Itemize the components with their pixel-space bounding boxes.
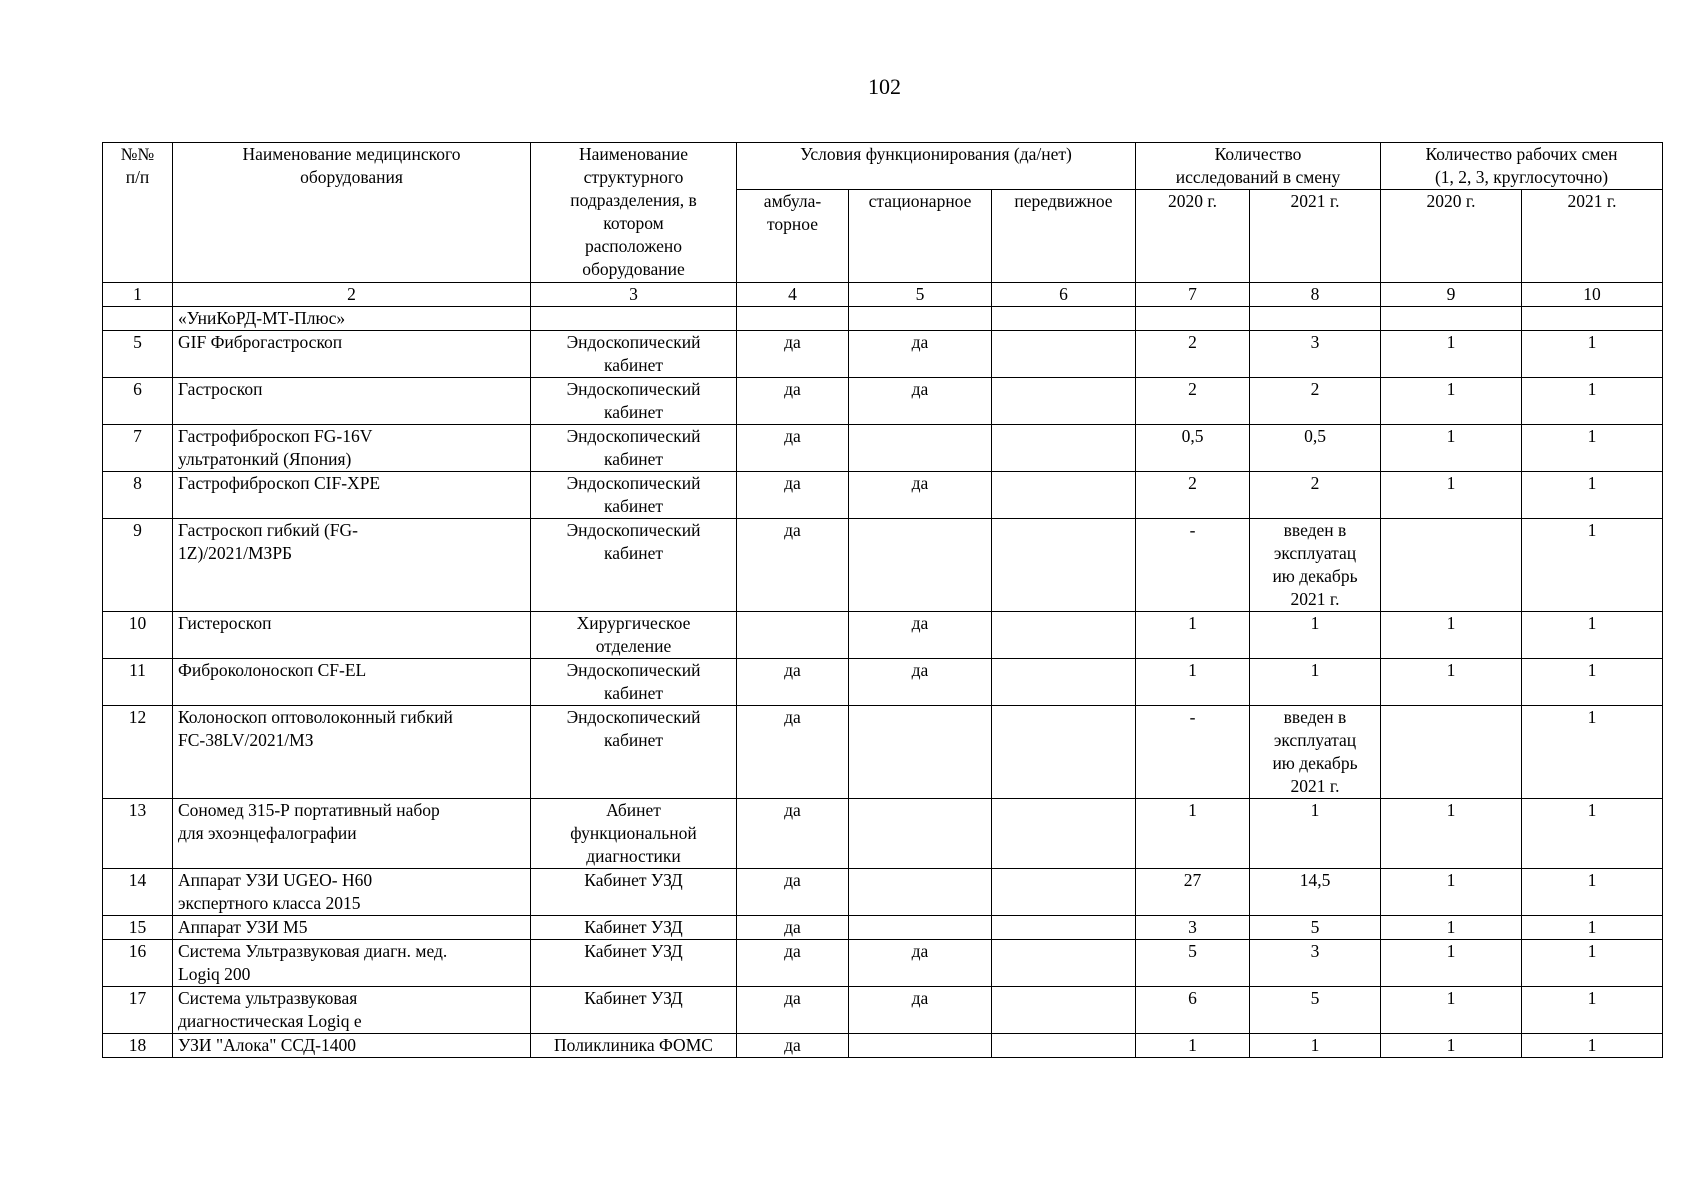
cond-ambulatory: да xyxy=(737,940,849,987)
cond-stationary xyxy=(849,799,992,869)
cond-stationary: да xyxy=(849,940,992,987)
column-number: 7 xyxy=(1136,283,1250,307)
column-number: 8 xyxy=(1250,283,1381,307)
header-cond-mob: передвижное xyxy=(992,190,1136,283)
column-number: 6 xyxy=(992,283,1136,307)
row-number: 14 xyxy=(103,869,173,916)
shifts-2020: 1 xyxy=(1381,869,1522,916)
header-cond-stat: стационарное xyxy=(849,190,992,283)
row-number: 5 xyxy=(103,331,173,378)
department: Эндоскопический кабинет xyxy=(531,472,737,519)
cond-mobile xyxy=(992,519,1136,612)
studies-2020: 2 xyxy=(1136,378,1250,425)
table-row xyxy=(103,425,1663,472)
studies-2021: 3 xyxy=(1250,331,1381,378)
shifts-2020 xyxy=(1381,307,1522,331)
shifts-2021: 1 xyxy=(1522,987,1663,1034)
header-conditions: Условия функционирования (да/нет) xyxy=(737,143,1136,190)
studies-2021: 5 xyxy=(1250,987,1381,1034)
cond-mobile xyxy=(992,307,1136,331)
column-number: 1 xyxy=(103,283,173,307)
department: Абинет функциональной диагностики xyxy=(531,799,737,869)
shifts-2020: 1 xyxy=(1381,612,1522,659)
column-number-row xyxy=(103,283,1663,307)
row-number: 8 xyxy=(103,472,173,519)
row-number: 6 xyxy=(103,378,173,425)
column-number: 5 xyxy=(849,283,992,307)
header-shifts-2020: 2020 г. xyxy=(1381,190,1522,283)
cond-mobile xyxy=(992,331,1136,378)
header-studies-2021: 2021 г. xyxy=(1250,190,1381,283)
studies-2021: 1 xyxy=(1250,799,1381,869)
shifts-2021: 1 xyxy=(1522,799,1663,869)
department: Кабинет УЗД xyxy=(531,987,737,1034)
equipment-name: Гистероскоп xyxy=(173,612,531,659)
row-number: 16 xyxy=(103,940,173,987)
studies-2021: введен в эксплуатац ию декабрь 2021 г. xyxy=(1250,519,1381,612)
shifts-2020 xyxy=(1381,519,1522,612)
department: Эндоскопический кабинет xyxy=(531,425,737,472)
cond-stationary: да xyxy=(849,612,992,659)
table-row xyxy=(103,706,1663,799)
cond-stationary: да xyxy=(849,331,992,378)
studies-2020: 1 xyxy=(1136,659,1250,706)
studies-2020: - xyxy=(1136,706,1250,799)
cond-mobile xyxy=(992,659,1136,706)
shifts-2020: 1 xyxy=(1381,425,1522,472)
department: Кабинет УЗД xyxy=(531,869,737,916)
cond-mobile xyxy=(992,940,1136,987)
cond-mobile xyxy=(992,1034,1136,1058)
shifts-2021: 1 xyxy=(1522,519,1663,612)
table-row xyxy=(103,472,1663,519)
department: Эндоскопический кабинет xyxy=(531,519,737,612)
department: Эндоскопический кабинет xyxy=(531,378,737,425)
cond-ambulatory: да xyxy=(737,331,849,378)
studies-2020: 2 xyxy=(1136,472,1250,519)
cond-ambulatory: да xyxy=(737,378,849,425)
table-header xyxy=(103,143,1663,283)
cond-mobile xyxy=(992,987,1136,1034)
shifts-2021: 1 xyxy=(1522,378,1663,425)
table-row xyxy=(103,940,1663,987)
cond-ambulatory: да xyxy=(737,1034,849,1058)
shifts-2021: 1 xyxy=(1522,659,1663,706)
shifts-2020: 1 xyxy=(1381,378,1522,425)
studies-2020: 1 xyxy=(1136,612,1250,659)
cond-stationary xyxy=(849,519,992,612)
column-number: 10 xyxy=(1522,283,1663,307)
studies-2021: 14,5 xyxy=(1250,869,1381,916)
table-body xyxy=(103,283,1663,1058)
cond-mobile xyxy=(992,799,1136,869)
header-num: №№ п/п xyxy=(103,143,173,283)
department xyxy=(531,307,737,331)
studies-2021: 1 xyxy=(1250,659,1381,706)
shifts-2021 xyxy=(1522,307,1663,331)
cond-ambulatory: да xyxy=(737,869,849,916)
shifts-2021: 1 xyxy=(1522,425,1663,472)
table-row xyxy=(103,799,1663,869)
cond-ambulatory: да xyxy=(737,706,849,799)
shifts-2021: 1 xyxy=(1522,1034,1663,1058)
equipment-name: Сономед 315-Р портативный набор для эхоэнцефалографии xyxy=(173,799,531,869)
department: Эндоскопический кабинет xyxy=(531,706,737,799)
table-row xyxy=(103,378,1663,425)
table-row xyxy=(103,869,1663,916)
shifts-2020 xyxy=(1381,706,1522,799)
shifts-2020: 1 xyxy=(1381,1034,1522,1058)
header-studies: Количество исследований в смену xyxy=(1136,143,1381,190)
studies-2020: 5 xyxy=(1136,940,1250,987)
header-department: Наименование структурного подразделения, в котором расположено оборудование xyxy=(531,143,737,283)
cond-ambulatory: да xyxy=(737,987,849,1034)
shifts-2020: 1 xyxy=(1381,472,1522,519)
department: Хирургическое отделение xyxy=(531,612,737,659)
equipment-name: «УниКоРД-МТ-Плюс» xyxy=(173,307,531,331)
equipment-name: Аппарат УЗИ UGEO- H60 экспертного класса 2015 xyxy=(173,869,531,916)
shifts-2020: 1 xyxy=(1381,940,1522,987)
shifts-2020: 1 xyxy=(1381,799,1522,869)
department: Эндоскопический кабинет xyxy=(531,331,737,378)
shifts-2021: 1 xyxy=(1522,612,1663,659)
shifts-2020: 1 xyxy=(1381,331,1522,378)
header-studies-2020: 2020 г. xyxy=(1136,190,1250,283)
cond-stationary xyxy=(849,706,992,799)
studies-2021: введен в эксплуатац ию декабрь 2021 г. xyxy=(1250,706,1381,799)
header-shifts-2021: 2021 г. xyxy=(1522,190,1663,283)
studies-2020: 0,5 xyxy=(1136,425,1250,472)
column-number: 3 xyxy=(531,283,737,307)
cond-stationary xyxy=(849,425,992,472)
equipment-name: Фиброколоноскоп CF-EL xyxy=(173,659,531,706)
studies-2021: 2 xyxy=(1250,378,1381,425)
studies-2021: 2 xyxy=(1250,472,1381,519)
column-number: 2 xyxy=(173,283,531,307)
equipment-table xyxy=(102,142,1663,1058)
row-number: 9 xyxy=(103,519,173,612)
table-row xyxy=(103,1034,1663,1058)
equipment-name: Система Ультразвуковая диагн. мед. Logiq 200 xyxy=(173,940,531,987)
equipment-name: Аппарат УЗИ М5 xyxy=(173,916,531,940)
cond-stationary xyxy=(849,869,992,916)
cond-stationary: да xyxy=(849,659,992,706)
cond-mobile xyxy=(992,472,1136,519)
cond-mobile xyxy=(992,869,1136,916)
cond-ambulatory: да xyxy=(737,799,849,869)
table-row xyxy=(103,519,1663,612)
cond-stationary: да xyxy=(849,472,992,519)
shifts-2021: 1 xyxy=(1522,331,1663,378)
studies-2021: 5 xyxy=(1250,916,1381,940)
cond-stationary: да xyxy=(849,378,992,425)
cond-ambulatory: да xyxy=(737,472,849,519)
studies-2020: 1 xyxy=(1136,1034,1250,1058)
shifts-2021: 1 xyxy=(1522,940,1663,987)
equipment-name: GIF Фиброгастроскоп xyxy=(173,331,531,378)
column-number: 4 xyxy=(737,283,849,307)
studies-2021: 0,5 xyxy=(1250,425,1381,472)
cond-ambulatory: да xyxy=(737,916,849,940)
studies-2020: - xyxy=(1136,519,1250,612)
cond-mobile xyxy=(992,916,1136,940)
cond-mobile xyxy=(992,378,1136,425)
department: Кабинет УЗД xyxy=(531,940,737,987)
studies-2021 xyxy=(1250,307,1381,331)
cond-mobile xyxy=(992,612,1136,659)
column-number: 9 xyxy=(1381,283,1522,307)
row-number: 10 xyxy=(103,612,173,659)
header-cond-amb: амбула- торное xyxy=(737,190,849,283)
cond-ambulatory xyxy=(737,612,849,659)
studies-2020: 27 xyxy=(1136,869,1250,916)
table-row xyxy=(103,987,1663,1034)
studies-2021: 1 xyxy=(1250,612,1381,659)
cond-ambulatory: да xyxy=(737,659,849,706)
department: Кабинет УЗД xyxy=(531,916,737,940)
studies-2021: 1 xyxy=(1250,1034,1381,1058)
header-shifts: Количество рабочих смен (1, 2, 3, круглосуточно) xyxy=(1381,143,1663,190)
table-row xyxy=(103,659,1663,706)
cond-stationary: да xyxy=(849,987,992,1034)
table-row xyxy=(103,331,1663,378)
department: Эндоскопический кабинет xyxy=(531,659,737,706)
studies-2020: 3 xyxy=(1136,916,1250,940)
shifts-2020: 1 xyxy=(1381,659,1522,706)
shifts-2021: 1 xyxy=(1522,472,1663,519)
row-number: 12 xyxy=(103,706,173,799)
shifts-2021: 1 xyxy=(1522,916,1663,940)
studies-2020: 1 xyxy=(1136,799,1250,869)
row-number: 17 xyxy=(103,987,173,1034)
table-row xyxy=(103,916,1663,940)
studies-2021: 3 xyxy=(1250,940,1381,987)
equipment-name: Гастрофиброскоп CIF-XPE xyxy=(173,472,531,519)
equipment-name: Гастроскоп гибкий (FG- 1Z)/2021/МЗРБ xyxy=(173,519,531,612)
shifts-2021: 1 xyxy=(1522,706,1663,799)
cond-mobile xyxy=(992,425,1136,472)
equipment-name: Гастрофиброскоп FG-16V ультратонкий (Япония) xyxy=(173,425,531,472)
shifts-2020: 1 xyxy=(1381,987,1522,1034)
cond-mobile xyxy=(992,706,1136,799)
equipment-name: УЗИ "Алока" ССД-1400 xyxy=(173,1034,531,1058)
table-row xyxy=(103,307,1663,331)
page-number: 102 xyxy=(868,74,901,99)
row-number: 13 xyxy=(103,799,173,869)
header-equipment: Наименование медицинского оборудования xyxy=(173,143,531,283)
table-row xyxy=(103,612,1663,659)
row-number: 18 xyxy=(103,1034,173,1058)
shifts-2021: 1 xyxy=(1522,869,1663,916)
cond-stationary xyxy=(849,1034,992,1058)
equipment-name: Колоноскоп оптоволоконный гибкий FC-38LV/2021/МЗ xyxy=(173,706,531,799)
row-number: 7 xyxy=(103,425,173,472)
row-number: 11 xyxy=(103,659,173,706)
cond-ambulatory xyxy=(737,307,849,331)
row-number xyxy=(103,307,173,331)
shifts-2020: 1 xyxy=(1381,916,1522,940)
cond-stationary xyxy=(849,916,992,940)
studies-2020: 6 xyxy=(1136,987,1250,1034)
cond-ambulatory: да xyxy=(737,425,849,472)
studies-2020 xyxy=(1136,307,1250,331)
equipment-name: Система ультразвуковая диагностическая Logiq e xyxy=(173,987,531,1034)
cond-stationary xyxy=(849,307,992,331)
studies-2020: 2 xyxy=(1136,331,1250,378)
department: Поликлиника ФОМС xyxy=(531,1034,737,1058)
row-number: 15 xyxy=(103,916,173,940)
cond-ambulatory: да xyxy=(737,519,849,612)
equipment-name: Гастроскоп xyxy=(173,378,531,425)
